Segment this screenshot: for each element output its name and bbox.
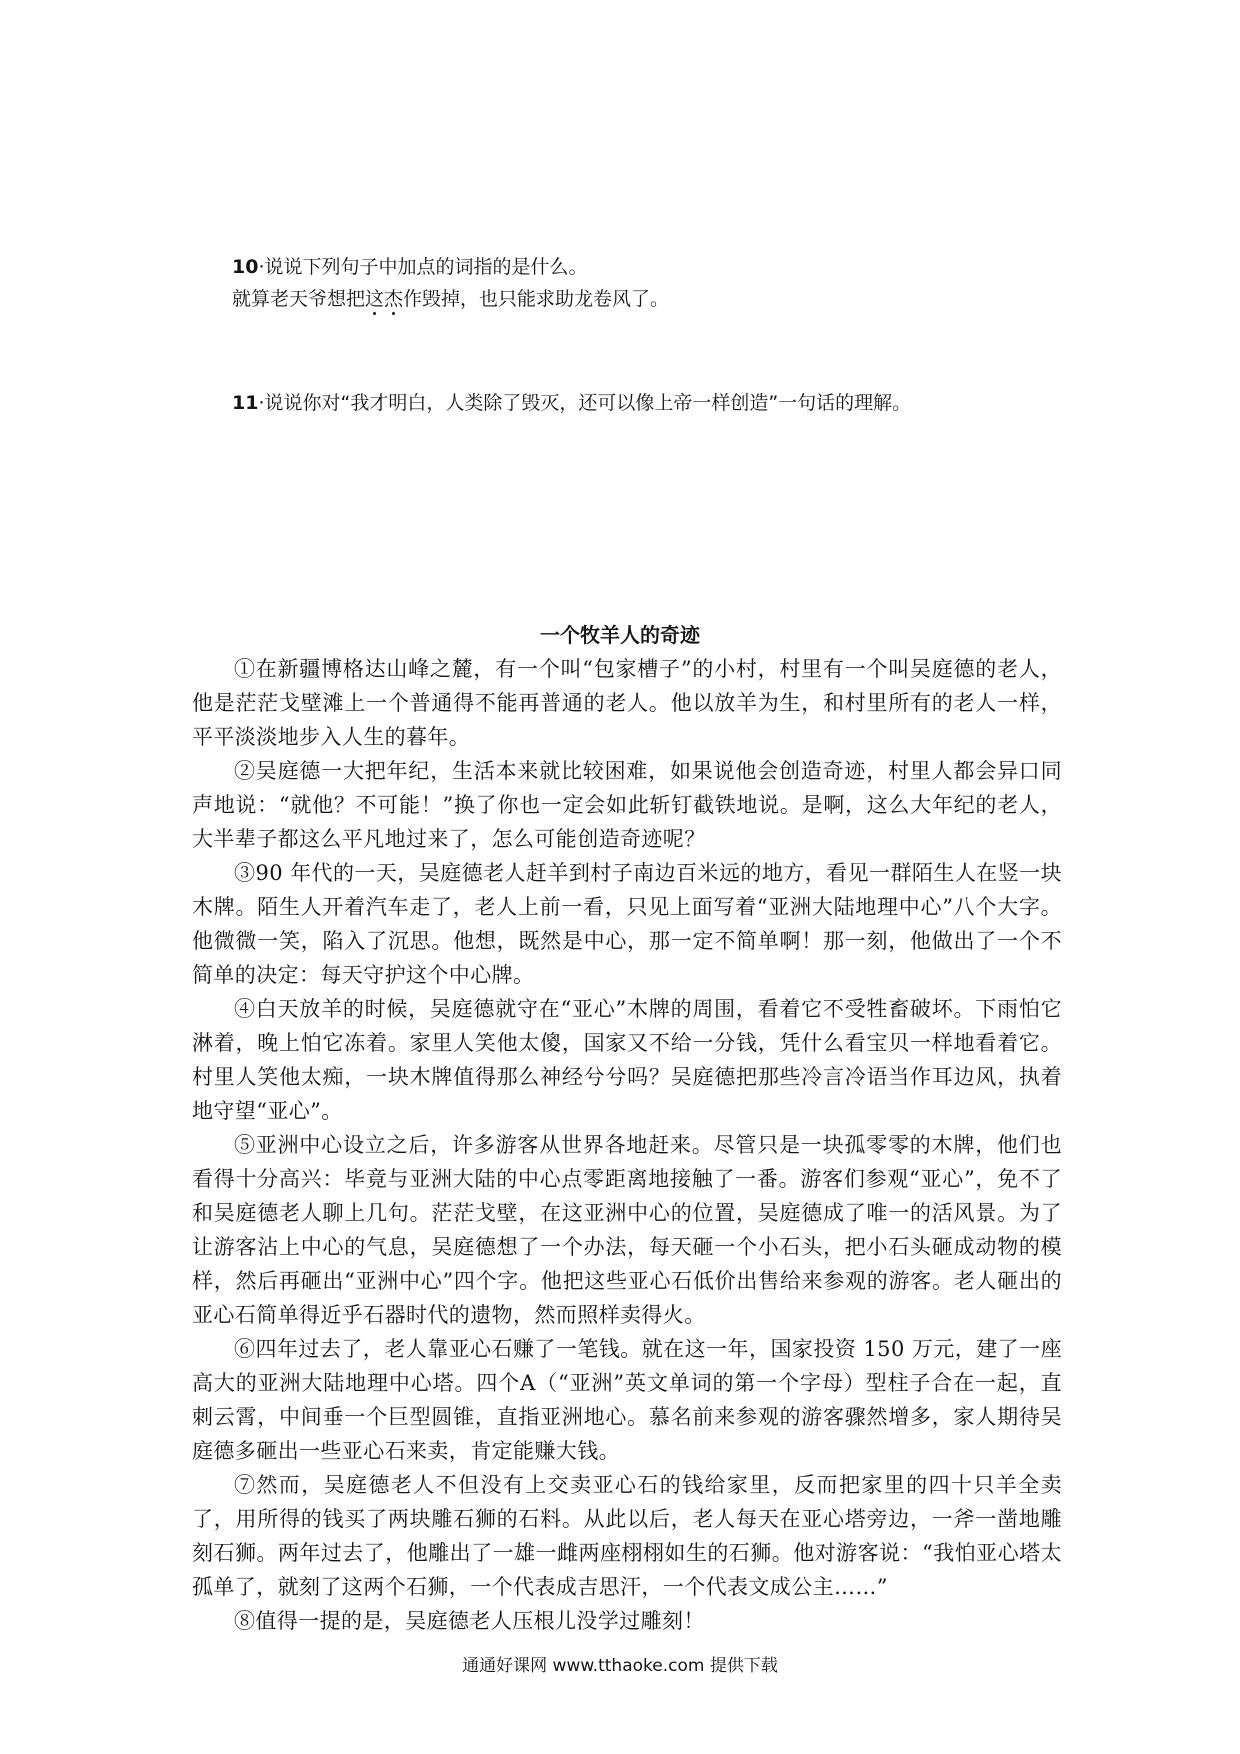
question-11-text: ·说说你对“我才明白，人类除了毁灭，还可以像上帝一样创造”一句话的理解。 [258, 392, 912, 414]
question-10-text: ·说说下列句子中加点的词指的是什么。 [258, 256, 588, 278]
paragraph-6: ⑥四年过去了，老人靠亚心石赚了一笔钱。就在这一年，国家投资 150 万元，建了一座高大的亚洲大陆地理中心塔。四个A（“亚洲”英文单词的第一个字母）型柱子合在一起，直刺云霄，中间垂一个巨型圆锥，直指亚洲地心。慕名前来参观的游客骤然增多，家人期待吴庭德多砸出一些亚心石来卖，肯定能赚大钱。 [192, 1337, 1062, 1463]
question-10 [232, 256, 588, 278]
paragraph-8: ⑧值得一提的是，吴庭德老人压根儿没学过雕刻！ [234, 1609, 705, 1633]
page-footer: 通通好课网 www.tthaoke.com 提供下载 [462, 1656, 778, 1676]
passage-body [192, 652, 1062, 1638]
question-10-number: 10 [232, 256, 259, 278]
question-10-sentence: 就算老天爷想把这杰作毁掉，也只能求助龙卷风了。 [232, 288, 670, 310]
paragraph-7: ⑦然而，吴庭德老人不但没有上交卖亚心石的钱给家里，反而把家里的四十只羊全卖了，用所得的钱买了两块雕石狮的石料。从此以后，老人每天在亚心塔旁边，一斧一凿地雕刻石狮。两年过去了，他雕出了一雄一雌两座栩栩如生的石狮。他对游客说：“我怕亚心塔太孤单了，就刻了这两个石狮，一个代表成吉思汗，一个代表文成公主……” [192, 1473, 1062, 1599]
emphasis-dot [392, 312, 395, 315]
passage-title: 一个牧羊人的奇迹 [540, 623, 700, 647]
paragraph-2: ②吴庭德一大把年纪，生活本来就比较困难，如果说他会创造奇迹，村里人都会异口同声地说：“就他？不可能！”换了你也一定会如此斩钉截铁地说。是啊，这么大年纪的老人，大半辈子都这么平凡地过来了，怎么可能创造奇迹呢？ [192, 759, 1062, 851]
paragraph-3: ③90 年代的一天，吴庭德老人赶羊到村子南边百米远的地方，看见一群陌生人在竖一块木牌。陌生人开着汽车走了，老人上前一看，只见上面写着“亚洲大陆地理中心”八个大字。他微微一笑，陷入了沉思。他想，既然是中心，那一定不简单啊！那一刻，他做出了一个不简单的决定：每天守护这个中心牌。 [192, 861, 1062, 987]
paragraph-5: ⑤亚洲中心设立之后，许多游客从世界各地赶来。尽管只是一块孤零零的木牌，他们也看得十分高兴：毕竟与亚洲大陆的中心点零距离地接触了一番。游客们参观“亚心”，免不了和吴庭德老人聊上几句。茫茫戈壁，在这亚洲中心的位置，吴庭德成了唯一的活风景。为了让游客沾上中心的气息，吴庭德想了一个办法，每天砸一个小石头，把小石头砸成动物的模样，然后再砸出“亚洲中心”四个字。他把这些亚心石低价出售给来参观的游客。老人砸出的亚心石简单得近乎石器时代的遗物，然而照样卖得火。 [192, 1133, 1062, 1327]
emphasis-dot [373, 312, 376, 315]
question-11-number: 11 [232, 392, 259, 414]
question-11 [232, 392, 911, 414]
paragraph-4: ④白天放羊的时候，吴庭德就守在“亚心”木牌的周围，看着它不受牲畜破坏。下雨怕它淋着，晚上怕它冻着。家里人笑他太傻，国家又不给一分钱，凭什么看宝贝一样地看着它。村里人笑他太痴，一块木牌值得那么神经兮兮吗？吴庭德把那些冷言冷语当作耳边风，执着地守望“亚心”。 [192, 997, 1062, 1123]
paragraph-1: ①在新疆博格达山峰之麓，有一个叫“包家槽子”的小村，村里有一个叫吴庭德的老人，他是茫茫戈壁滩上一个普通得不能再普通的老人。他以放羊为生，和村里所有的老人一样，平平淡淡地步入人生的暮年。 [192, 657, 1062, 749]
